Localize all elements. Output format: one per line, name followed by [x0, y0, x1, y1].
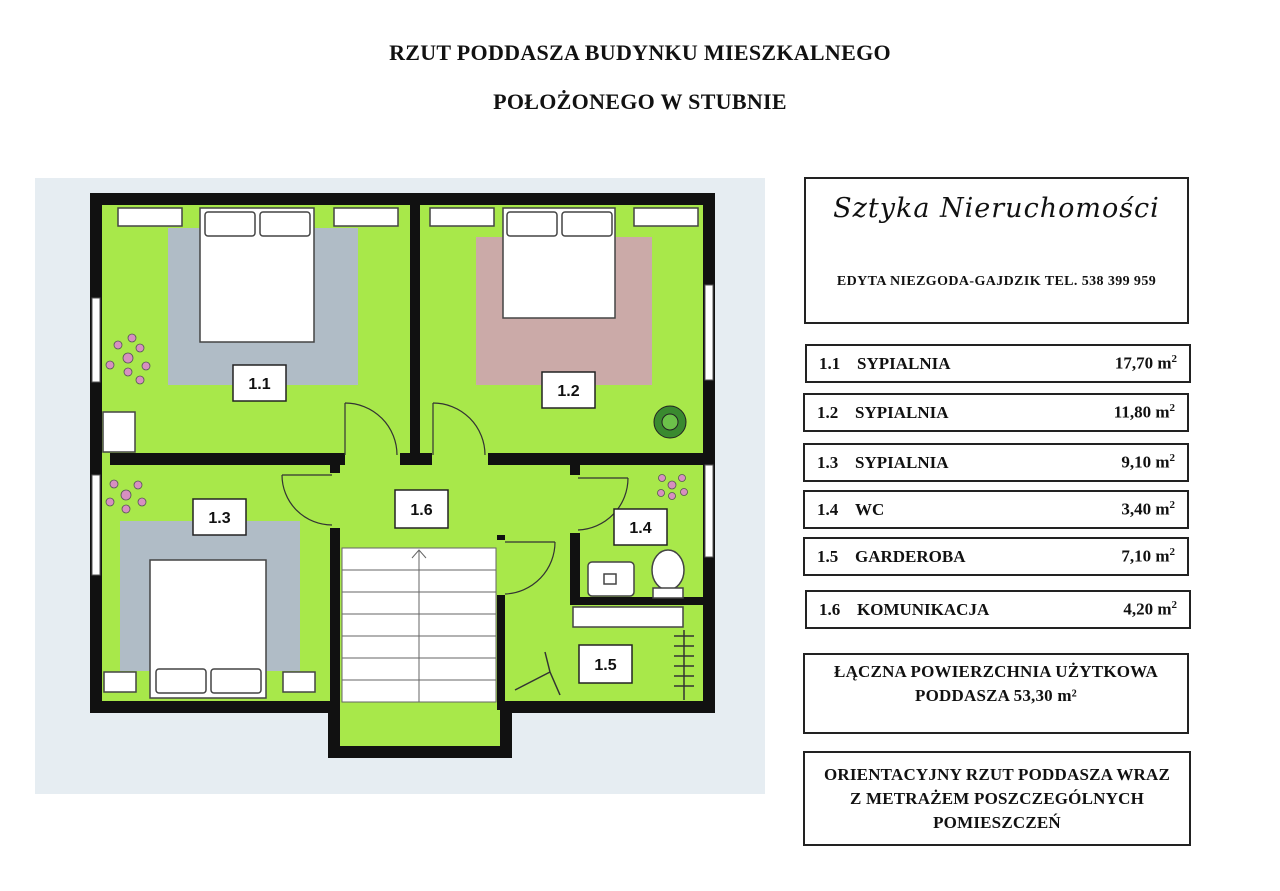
- label-1-2: 1.2: [557, 383, 580, 400]
- room-name: SYPIALNIA: [855, 402, 949, 422]
- room-area: 17,70 $m^2$: [1114, 353, 1177, 373]
- room-row: [803, 537, 1189, 576]
- brand-contact: EDYTA NIEZGODA-GAJDZIK TEL. 538 399 959: [836, 274, 1157, 289]
- room-row: [803, 393, 1189, 432]
- label-1-4: 1.4: [629, 520, 652, 537]
- room-number: 1.1: [819, 353, 841, 373]
- note-line3: POMIESZCZEŃ: [933, 812, 1061, 832]
- room-area: 4,20 $m^2$: [1123, 599, 1177, 619]
- room-1-6-floor: [340, 465, 572, 547]
- room-number: 1.2: [817, 402, 839, 422]
- label-1-1: 1.1: [248, 376, 271, 393]
- total-area-line2: PODDASZA 53,30 m²: [915, 686, 1077, 705]
- room-name: WC: [855, 499, 885, 519]
- brand-name: Sztyka Nieruchomości: [833, 193, 1160, 224]
- note-line1: ORIENTACYJNY RZUT PODDASZA WRAZ: [823, 764, 1171, 784]
- room-area: 11,80 $m^2$: [1113, 402, 1175, 422]
- label-1-3: 1.3: [208, 510, 231, 527]
- room-number: 1.3: [817, 452, 839, 472]
- room-row: [805, 344, 1191, 383]
- total-area-box: [803, 653, 1189, 734]
- room-row: [803, 443, 1189, 482]
- room-area: 3,40 $m^2$: [1121, 499, 1175, 519]
- room-number: 1.4: [817, 499, 839, 519]
- room-row: [803, 490, 1189, 529]
- green-plant: [654, 406, 686, 438]
- label-1-5: 1.5: [594, 657, 617, 674]
- room-area: 7,10 $m^2$: [1121, 546, 1175, 566]
- room-row: [805, 590, 1191, 629]
- room-name: GARDEROBA: [855, 546, 966, 566]
- room-name: SYPIALNIA: [855, 452, 949, 472]
- note-line2: Z METRAŻEM POSZCZEGÓLNYCH: [849, 788, 1145, 808]
- room-area: 9,10 $m^2$: [1121, 452, 1175, 472]
- plan-title: RZUT PODDASZA BUDYNKU MIESZKALNEGO: [389, 40, 891, 65]
- staircase: [342, 548, 496, 702]
- brand-box: [804, 177, 1189, 324]
- room-name: SYPIALNIA: [857, 353, 951, 373]
- note-box: [803, 751, 1191, 846]
- plan-subtitle: POŁOŻONEGO W STUBNIE: [493, 89, 787, 114]
- total-area-line1: ŁĄCZNA POWIERZCHNIA UŻYTKOWA: [834, 662, 1158, 681]
- label-1-6: 1.6: [410, 502, 433, 519]
- wall-stair-left: [330, 700, 340, 750]
- room-name: KOMUNIKACJA: [857, 599, 990, 619]
- room-number: 1.5: [817, 546, 839, 566]
- room-number: 1.6: [819, 599, 841, 619]
- landing-floor: [340, 700, 500, 746]
